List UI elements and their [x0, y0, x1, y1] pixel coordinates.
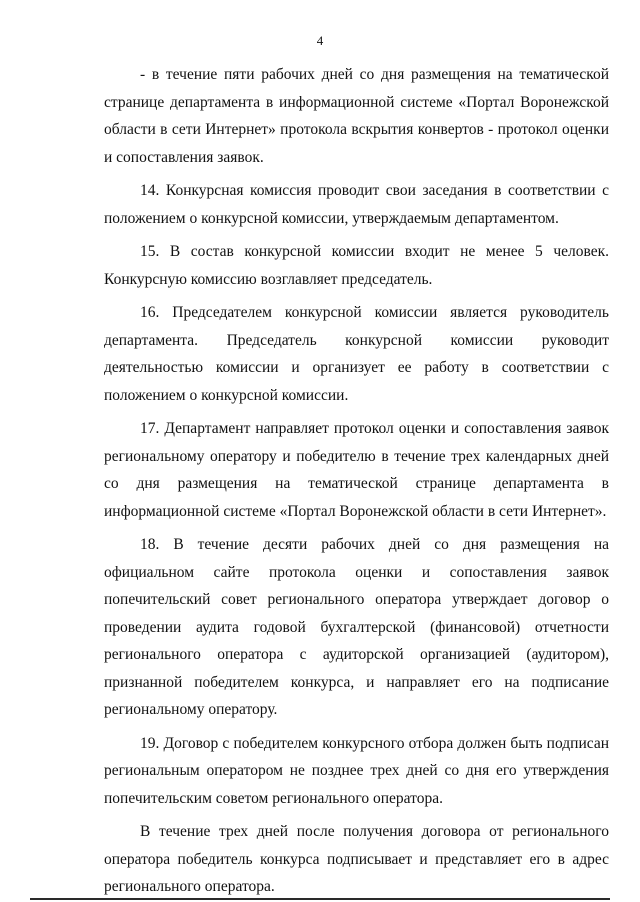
page-number: 4 [316, 33, 324, 48]
paragraph-15: 15. В состав конкурсной комиссии входит не менее 5 человек. Конкурсную комиссию возглавляет председатель. [104, 243, 609, 288]
document-body [104, 61, 609, 902]
paragraph-14: 14. Конкурсная комиссия проводит свои заседания в соответствии с положением о конкурсной комиссии, утверждаемым департаментом. [104, 182, 609, 227]
paragraph-18: 18. В течение десяти рабочих дней со дня размещения на официальном сайте протокола оценки и сопоставления заявок попечительский совет регионального оператора утверждает договор о проведении аудита годовой бухгалтерской (финансовой) отчетности регионального оператора с аудиторской организацией (аудитором), признанной победителем конкурса, и направляет его на подписание региональному оператору. [104, 536, 609, 718]
paragraph-intro-deadline: - в течение пяти рабочих дней со дня размещения на тематической странице департамента в информационной системе «Портал Воронежской области в сети Интернет» протокола вскрытия конвертов - протокол оценки и сопоставления заявок. [104, 66, 609, 166]
paragraph-19: 19. Договор с победителем конкурсного отбора должен быть подписан региональным оператором не позднее трех дней со дня его утверждения попечительским советом регионального оператора. [104, 734, 609, 807]
paragraph-17: 17. Департамент направляет протокол оценки и сопоставления заявок региональному оператору и победителю в течение трех календарных дней со дня размещения на тематической странице департамента в информационной системе «Портал Воронежской области в сети Интернет». [104, 420, 609, 520]
paragraph-closing: В течение трех дней после получения договора от регионального оператора победитель конкурса подписывает и представляет его в адрес регионального оператора. [104, 823, 609, 895]
paragraph-16: 16. Председателем конкурсной комиссии является руководитель департамента. Председатель конкурсной комиссии руководит деятельностью комиссии и организует ее работу в соответствии с положением о конкурсной комиссии. [104, 304, 609, 404]
scan-bottom-edge [30, 898, 610, 900]
